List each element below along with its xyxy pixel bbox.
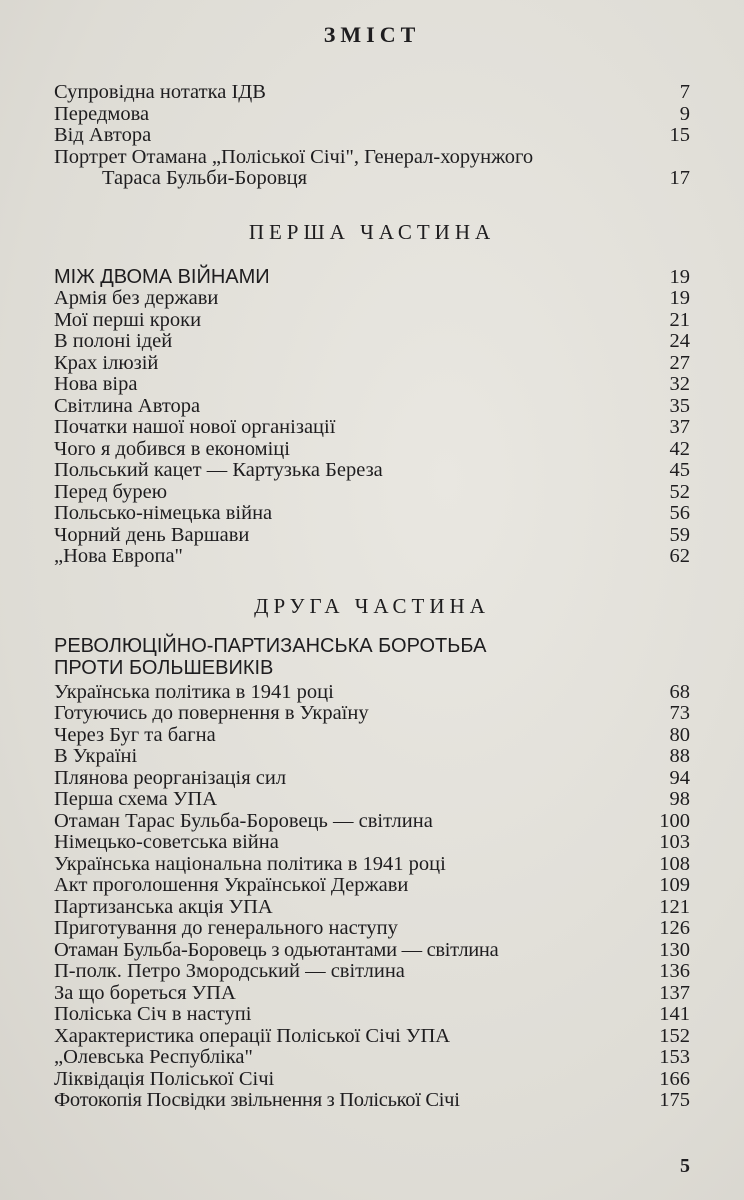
toc-entry-page: 45: [669, 459, 690, 481]
toc-entry-page: 103: [659, 831, 690, 853]
toc-entry: [54, 439, 690, 461]
toc-entry: [54, 460, 690, 482]
toc-entry-label: Супровідна нотатка ІДВ: [54, 81, 266, 103]
toc-entry: [54, 940, 690, 962]
toc-entry-page: 15: [669, 124, 690, 146]
toc-entry-page: 109: [659, 874, 690, 896]
toc-entry-page: 9: [679, 102, 690, 125]
toc-entry: [54, 396, 690, 418]
part-one-title: ПЕРША ЧАСТИНА: [248, 219, 496, 244]
toc-entry-page: 137: [659, 981, 690, 1004]
toc-entry: [54, 546, 690, 568]
toc-entry-page: 52: [669, 480, 690, 503]
toc-entry: [54, 854, 690, 876]
toc-entry: [54, 288, 690, 310]
toc-entry: [54, 897, 690, 919]
toc-entry: [54, 961, 690, 983]
toc-entry: [54, 811, 690, 833]
toc-entry-label: Крах ілюзій: [54, 351, 159, 374]
toc-entry-label: Українська політика в 1941 році: [54, 680, 334, 703]
toc-entry-label: Польський кацет — Картузька Береза: [54, 459, 383, 481]
toc-entry-label: Акт проголошення Української Держави: [54, 874, 409, 896]
toc-entry-page: 108: [659, 852, 690, 875]
toc-entry: [54, 104, 690, 126]
toc-entry-page: 98: [669, 788, 690, 810]
toc-entry-page: 100: [659, 809, 690, 832]
toc-entry-label: Від Автора: [54, 124, 152, 146]
toc-entry-label: Мої перші кроки: [54, 308, 202, 331]
toc-entry: [54, 417, 690, 439]
toc-entry-page: 24: [669, 330, 690, 352]
toc-entry: [54, 503, 690, 525]
toc-entry-page: 166: [659, 1067, 690, 1090]
toc-entry-label: „Олевська Республіка": [54, 1046, 253, 1068]
toc-entry-label: Світлина Автора: [54, 394, 201, 417]
toc-entry-label: Поліська Січ в наступі: [54, 1003, 252, 1025]
toc-entry: [54, 875, 690, 897]
contents-title: ЗМІСТ: [323, 22, 421, 47]
toc-entry: [54, 832, 690, 854]
toc-entry-label: Початки нашої нової організації: [54, 416, 336, 438]
toc-entry-page: 175: [659, 1089, 690, 1111]
toc-entry-page: 59: [669, 523, 690, 546]
toc-entry-page: 80: [669, 723, 690, 746]
toc-entry-page: 136: [659, 960, 690, 982]
part-two-list: [54, 682, 690, 1112]
toc-entry-label: Готуючись до повернення в Україну: [54, 702, 369, 724]
toc-entry-page: 21: [669, 308, 690, 331]
toc-entry-label: Приготування до генерального наступу: [54, 917, 398, 939]
toc-entry-page: 42: [669, 437, 690, 460]
toc-entry-label: Чого я добився в економіці: [54, 437, 290, 460]
section-heading: [54, 635, 690, 679]
toc-entry-label: Перша схема УПА: [54, 788, 218, 810]
toc-entry-page: 62: [669, 545, 690, 567]
toc-entry-page: 56: [669, 502, 690, 524]
toc-entry-label: Отаман Тарас Бульба-Боровець — світлина: [54, 809, 433, 832]
toc-entry-label: П-полк. Петро Змородський — світлина: [54, 960, 405, 982]
section-heading-label: МІЖ ДВОМА ВІЙНАМИ: [54, 265, 270, 288]
toc-entry-label: Ліквідація Поліської Січі: [54, 1067, 275, 1090]
toc-entry-label: Плянова реорганізація сил: [54, 766, 287, 789]
toc-entry-label: Отаман Бульба-Боровець з одьютантами — світлина: [54, 938, 499, 961]
toc-entry-label: Портрет Отамана „Поліської Січі", Генерал-хорунжого: [54, 145, 534, 168]
toc-entry-label: В полоні ідей: [54, 330, 173, 352]
section-heading-page: 19: [669, 265, 690, 288]
part-two-title: ДРУГА ЧАСТИНА: [254, 593, 490, 618]
toc-entry: [54, 1026, 690, 1048]
toc-entry-page: 27: [669, 351, 690, 374]
toc-entry: [54, 1069, 690, 1091]
toc-entry: [54, 1004, 690, 1026]
toc-entry: [54, 1047, 690, 1069]
toc-entry-label: В Україні: [54, 745, 138, 767]
section-heading-line: РЕВОЛЮЦІЙНО-ПАРТИЗАНСЬКА БОРОТЬБА: [54, 634, 487, 657]
toc-entry-label: „Нова Европа": [54, 545, 183, 567]
toc-entry: [54, 353, 690, 375]
toc-entry-label: Через Буг та багна: [54, 723, 216, 746]
toc-entry-page: 94: [669, 766, 690, 789]
toc-entry-label: Німецько-советська війна: [54, 831, 279, 853]
toc-entry: [54, 789, 690, 811]
toc-entry: [54, 525, 690, 547]
section-heading-line: ПРОТИ БОЛЬШЕВИКІВ: [54, 656, 274, 679]
toc-entry: [54, 703, 690, 725]
toc-entry: [54, 725, 690, 747]
toc-entry-label: Польсько-німецька війна: [54, 502, 273, 524]
toc-entry: [54, 768, 690, 790]
toc-entry-page: 88: [669, 745, 690, 767]
toc-entry: [54, 331, 690, 353]
toc-entry: [54, 682, 690, 704]
toc-entry-page: 17: [669, 167, 690, 189]
toc-entry: [54, 1090, 690, 1112]
toc-entry-label: Характеристика операції Поліської Січі УПА: [54, 1024, 451, 1047]
toc-entry: [54, 82, 690, 104]
toc-entry-page: 153: [659, 1046, 690, 1068]
toc-entry-label: Перед бурею: [54, 480, 168, 503]
toc-entry: [54, 374, 690, 396]
toc-entry-label: Українська національна політика в 1941 році: [54, 852, 446, 875]
toc-entry-label: Армія без держави: [54, 287, 219, 309]
toc-entry-page: 68: [669, 680, 690, 703]
toc-entry-page: 121: [659, 895, 690, 918]
toc-entry-page: 37: [669, 416, 690, 438]
section-heading: [54, 267, 690, 289]
toc-entry-page: 7: [679, 81, 690, 103]
toc-entry: [54, 310, 690, 332]
toc-entry-page: 130: [659, 938, 690, 961]
toc-entry-page: 152: [659, 1024, 690, 1047]
toc-entry-page: 19: [669, 287, 690, 309]
toc-entry-label: Фотокопія Посвідки звільнення з Поліської Січі: [54, 1089, 460, 1111]
toc-entry: [54, 918, 690, 940]
toc-entry: [54, 482, 690, 504]
toc-entry-label: Передмова: [54, 102, 150, 125]
toc-entry-page: 126: [659, 917, 690, 939]
toc-entry: [54, 983, 690, 1005]
front-matter-list: [54, 82, 690, 190]
toc-entry: [54, 125, 690, 147]
toc-entry-page: 73: [669, 702, 690, 724]
toc-entry-page: 32: [669, 373, 690, 395]
toc-entry-label-continued: Тараса Бульби-Боровця: [102, 167, 308, 189]
toc-entry-label: Партизанська акція УПА: [54, 895, 273, 918]
part-one-list: [54, 288, 690, 568]
page-number: 5: [680, 1155, 690, 1177]
toc-entry: [54, 746, 690, 768]
toc-entry-label: Чорний день Варшави: [54, 523, 250, 546]
toc-entry-page: 141: [659, 1003, 690, 1025]
toc-entry-label: За що бореться УПА: [54, 981, 236, 1004]
toc-entry-portrait: [54, 147, 690, 190]
toc-entry-label: Нова віра: [54, 373, 138, 395]
toc-entry-page: 35: [669, 394, 690, 417]
